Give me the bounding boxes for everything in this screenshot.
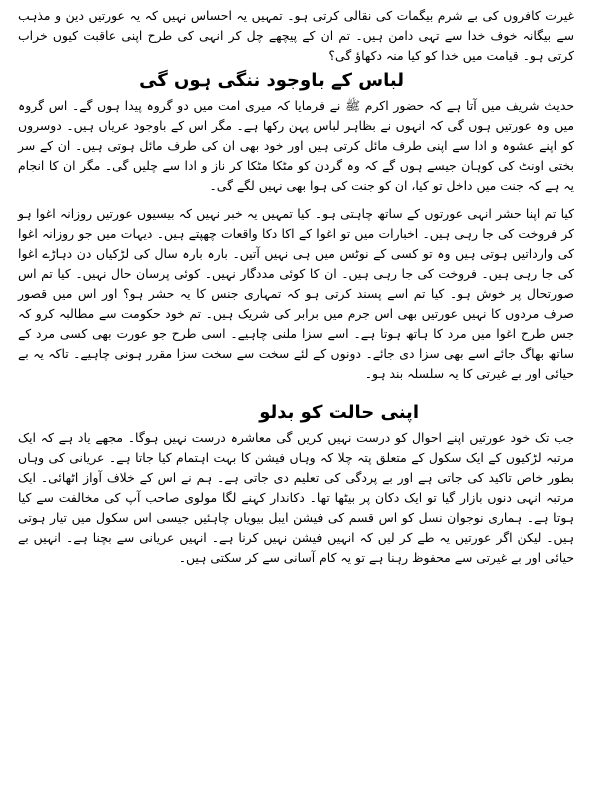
hadith-paragraph: حدیث شریف میں آتا ہے کہ حضور اکرم ﷺ نے فرمایا کہ میری امت میں دو گروہ پیدا ہوں گے۔ اس گروہ میں وہ عورتیں ہوں گی کہ انہوں نے بظاہر لباس پہن رکھا ہے۔ مگر اس کے باوجود عریاں ہیں۔ دوسروں کو اپنے عشوہ و ادا سے اپنی طرف مائل کرتی ہیں اور خود بھی ان کی طرف مائل ہوتی ہیں۔ ان کے سر بختی اونٹ کی کوہان جیسے ہوں گے کہ وہ گردن کو مٹکا مٹکا کر ناز و ادا سے چلیں گی۔ مگر ان کا انجام یہ ہے کہ جنت میں داخل تو کیا، ان کو جنت کی ہوا بھی نہیں لگے گی۔ (18, 98, 574, 193)
section-heading-clothed-yet-naked: لباس کے باوجود ننگی ہوں گی (139, 70, 404, 91)
section-heading-change-your-state: اپنی حالت کو بدلو (259, 402, 419, 423)
school-fashion-paragraph: جب تک خود عورتیں اپنے احوال کو درست نہیں کریں گی معاشرہ درست نہیں ہوگا۔ مجھے یاد ہے کہ ایک مرتبہ لڑکیوں کے ایک سکول کے متعلق پتہ چلا کہ وہاں فیشن کا بہت اہتمام کیا جاتا ہے۔ عریانی کی وہاں بطور خاص تاکید کی جاتی ہے اور بے پردگی کی تعلیم دی جاتی ہے۔ ہم نے اس کے خلاف آواز اٹھائی۔ ایک مرتبہ انہی دنوں بازار گیا تو ایک دکان پر بیٹھا تھا۔ دکاندار کہنے لگا مولوی صاحب آپ کی مخالفت سے کیا ہوتا ہے۔ ہماری نوجوان نسل کو اس قسم کی فیشن ایبل بیویاں چاہئیں جیسی اس سکول میں تیار ہوتی ہیں۔ لیکن اگر عورتیں یہ طے کر لیں کہ انہیں فیشن نہیں کرنا ہے۔ انہیں عریانی سے بچنا ہے۔ انہیں بے حیائی اور بے غیرتی سے محفوظ رہنا ہے تو یہ کام آسانی سے کر سکتی ہیں۔ (18, 430, 574, 565)
intro-paragraph: غیرت کافروں کی بے شرم بیگمات کی نقالی کرتی ہو۔ تمہیں یہ احساس نہیں کہ یہ عورتیں دین و مذہب سے بیگانہ خوف خدا سے تہی دامن ہیں۔ تم ان کے پیچھے چل کر انہی کی طرح اپنی عاقبت کیوں خراب کرتی ہو۔ قیامت میں خدا کو کیا منہ دکھاؤ گی؟ (18, 8, 574, 63)
abduction-paragraph: کیا تم اپنا حشر انہی عورتوں کے ساتھ چاہتی ہو۔ کیا تمہیں یہ خبر نہیں کہ بیسیوں عورتیں روزانہ اغوا ہو کر فروخت کی جا رہی ہیں۔ اخبارات میں تو اغوا کے اکا دکا واقعات چھپتے ہیں۔ دیہات میں جو روزانہ اغوا کی وارداتیں ہوتی ہیں وہ تو کسی کے نوٹس میں ہی نہیں آتیں۔ بارہ بارہ سال کی لڑکیاں دن دہاڑے اغوا کی جا رہی ہیں۔ فروخت کی جا رہی ہیں۔ ان کا کوئی مددگار نہیں۔ کوئی پرسان حال نہیں۔ کیا تم اس صورتحال پر خوش ہو۔ کیا تم اسے پسند کرتی ہو کہ تمہاری جنس کا یہ حشر ہو؟ اور اس میں قصور صرف مردوں کا نہیں عورتیں بھی اس جرم میں برابر کی شریک ہیں۔ تم خود حکومت سے مطالبہ کرو کہ جس طرح اغوا میں مرد کا ہاتھ ہوتا ہے۔ اسے سزا ملنی چاہیے۔ اسی طرح جو عورت بھی کسی مرد کے ساتھ بھاگ جائے اسے بھی سزا دی جائے۔ دونوں کے لئے سخت سے سخت سزا مقرر ہونی چاہیے۔ تاکہ یہ بے حیائی اور بے غیرتی کا یہ سلسلہ بند ہو۔ (18, 206, 574, 381)
paragraph-gap (18, 196, 574, 204)
